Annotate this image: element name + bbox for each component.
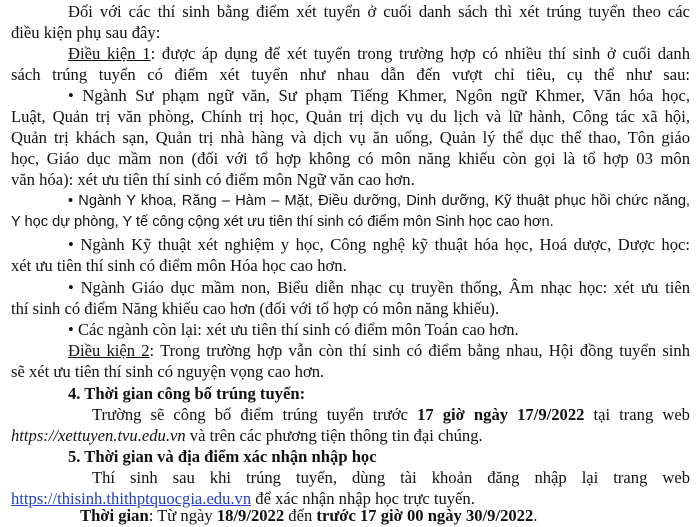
intro-paragraph-line: điều kiện phụ sau đây: — [11, 23, 161, 42]
section-5-heading: 5. Thời gian và địa điểm xác nhận nhập học — [68, 447, 377, 466]
section-5-text: để xác nhận nhập học trực tuyến. — [251, 489, 475, 508]
bullet-2-line: • Ngành Y khoa, Răng – Hàm – Mặt, Điều dưỡng, Dinh dưỡng, Kỹ thuật phục hồi chức năng, — [68, 193, 690, 209]
condition-1-text: : được áp dụng để xét tuyển trong trường hợp có nhiều thí sinh ở cuối danh — [150, 44, 690, 63]
condition-2-text: : Trong trường hợp vẫn còn thí sinh có điểm bằng nhau, Hội đồng tuyển sinh — [149, 341, 691, 360]
bullet-1-line: • Ngành Sư phạm ngữ văn, Sư phạm Tiếng Khmer, Ngôn ngữ Khmer, Văn hóa học, — [68, 86, 690, 105]
bullet-4-line: • Ngành Giáo dục mầm non, Biểu diễn nhạc cụ truyền thống, Âm nhạc học: xét ưu tiên — [68, 278, 690, 297]
bullet-2-line: Y học dự phòng, Y tế công cộng xét ưu tiên thí sinh có điểm môn Sinh học cao hơn. — [11, 214, 554, 230]
bullet-1-line: Luật, Quản trị văn phòng, Chính trị học, Quản trị dịch vụ du lịch và lữ hành, Công tác xã hội, — [11, 107, 690, 126]
section-4-text: và trên các phương tiện thông tin đại chúng. — [185, 426, 483, 445]
bullet-4-line: thí sinh có điểm Năng khiếu cao hơn (đối với tổ hợp có môn năng khiếu). — [11, 299, 500, 318]
bullet-1-line: văn hóa): xét ưu tiên thí sinh có điểm môn Ngữ văn cao hơn. — [11, 170, 415, 189]
intro-paragraph-line: Đối với các thí sinh bằng điểm xét tuyển ở cuối danh sách thì xét trúng tuyển theo các — [68, 2, 690, 21]
bullet-1-line: Quản trị khách sạn, Quản trị nhà hàng và dịch vụ ăn uống, Quản lý thể dục thể thao, Tôn giáo — [11, 128, 690, 147]
section-4-heading: 4. Thời gian công bố trúng tuyển: — [68, 384, 306, 403]
enrollment-portal-link[interactable]: https://thisinh.thithptquocgia.edu.vn — [11, 489, 252, 508]
start-date: 18/9/2022 — [216, 506, 285, 525]
section-4-line — [92, 404, 690, 425]
condition-1-line — [68, 43, 690, 64]
condition-2-line: sẽ xét ưu tiên thí sinh có nguyện vọng cao hơn. — [11, 362, 325, 381]
results-url[interactable]: https://xettuyen.tvu.edu.vn — [11, 426, 186, 445]
enrollment-time-line — [80, 505, 537, 526]
section-4-text: tại trang web — [584, 405, 690, 424]
condition-2-line — [68, 340, 690, 361]
bullet-1-line: học, Giáo dục mầm non (đối với tổ hợp không có môn năng khiếu còn gọi là tổ hợp 03 môn — [11, 149, 690, 168]
section-4-text: Trường sẽ công bố điểm trúng tuyển trước — [92, 405, 418, 424]
time-text: đến — [284, 506, 317, 525]
time-text: . — [533, 506, 538, 525]
condition-2-label: Điều kiện 2 — [68, 341, 150, 360]
bullet-3-line: • Ngành Kỹ thuật xét nghiệm y học, Công nghệ kỹ thuật hóa học, Hoá dược, Dược học: — [68, 235, 690, 254]
condition-1-line: sách trúng tuyển có điểm xét tuyển như nhau dẫn đến vượt chỉ tiêu, cụ thể như sau: — [11, 65, 690, 84]
deadline: trước 17 giờ 00 ngày 30/9/2022 — [316, 506, 534, 525]
time-text: : Từ ngày — [148, 506, 217, 525]
time-label: Thời gian — [80, 506, 149, 525]
section-4-line — [11, 425, 483, 446]
announcement-time: 17 giờ ngày 17/9/2022 — [417, 405, 585, 424]
bullet-5-line: • Các ngành còn lại: xét ưu tiên thí sinh có điểm môn Toán cao hơn. — [68, 320, 519, 339]
section-5-line: Thí sinh sau khi trúng tuyển, dùng tài khoản đăng nhập lại trang web — [92, 468, 690, 487]
bullet-3-line: xét ưu tiên thí sinh có điểm môn Hóa học cao hơn. — [11, 256, 347, 275]
condition-1-label: Điều kiện 1 — [68, 44, 151, 63]
